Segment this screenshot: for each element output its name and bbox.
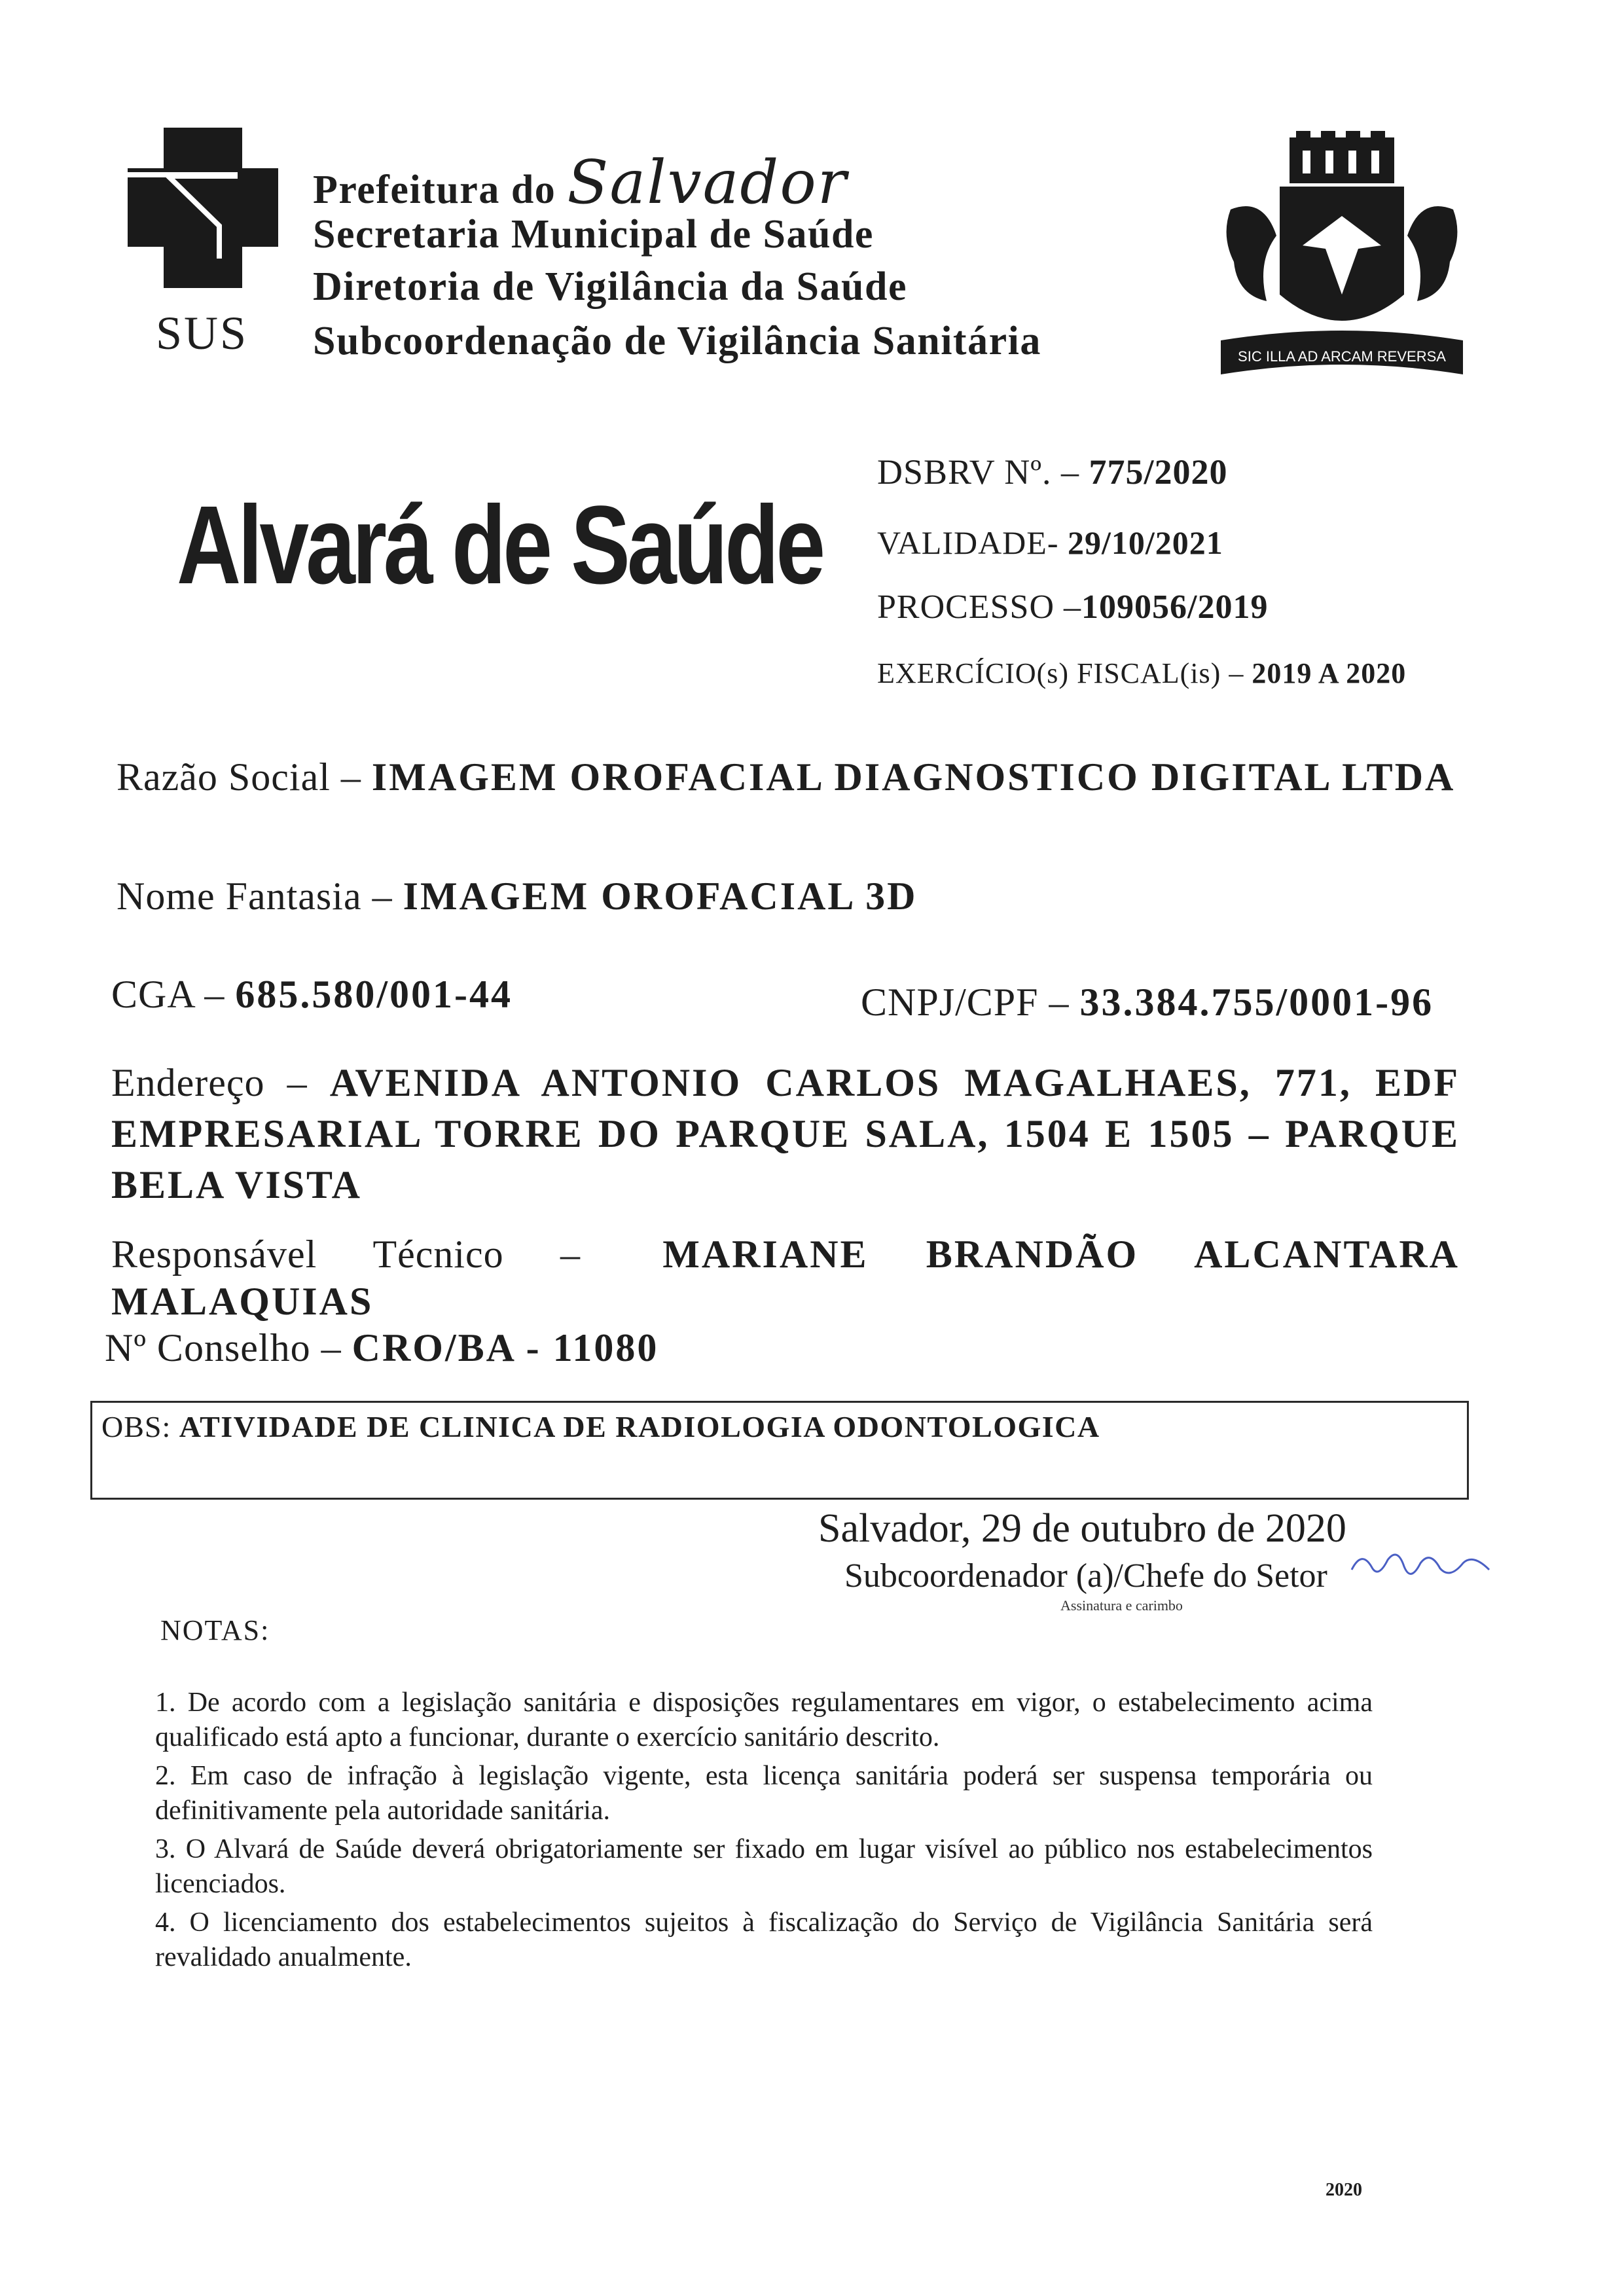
cnpj-cpf — [861, 980, 1434, 1025]
prefeitura-heading — [313, 147, 848, 217]
subcoordenacao-heading: Subcoordenação de Vigilância Sanitária — [313, 319, 1041, 363]
document-title: Alvará de Saúde — [177, 483, 823, 607]
endereco — [111, 1057, 1460, 1210]
validade-label: VALIDADE- — [877, 524, 1059, 561]
cga-value: 685.580/001-44 — [235, 973, 513, 1016]
obs-value: ATIVIDADE DE CLINICA DE RADIOLOGIA ODONTOLOGICA — [179, 1410, 1100, 1443]
conselho-label: Nº Conselho – — [105, 1326, 342, 1369]
dsbrv-number — [877, 452, 1228, 492]
conselho-value: CRO/BA - 11080 — [352, 1326, 659, 1369]
cnpj-label: CNPJ/CPF – — [861, 981, 1070, 1024]
razao-social — [117, 753, 1465, 801]
validade — [877, 524, 1223, 562]
obs-label: OBS: — [101, 1410, 171, 1443]
note-item: 4. O licenciamento dos estabelecimentos sujeitos à fiscalização do Serviço de Vigilância Sanitária será revalidado anualmente. — [155, 1907, 1373, 1972]
fantasia-value: IMAGEM OROFACIAL 3D — [403, 875, 918, 918]
stamp-hint: Assinatura e carimbo — [1060, 1597, 1183, 1614]
resp-label: Responsável Técnico — [111, 1233, 504, 1276]
signer-role: Subcoordenador (a)/Chefe do Setor — [844, 1557, 1327, 1595]
dsbrv-label: DSBRV Nº. – — [877, 452, 1080, 492]
coat-motto: SIC ILLA AD ARCAM REVERSA — [1238, 348, 1446, 365]
exercicio-value: 2019 A 2020 — [1252, 657, 1407, 689]
issue-date: Salvador, 29 de outubro de 2020 — [818, 1506, 1346, 1551]
sus-label: SUS — [156, 307, 249, 359]
footer-year: 2020 — [1326, 2180, 1362, 2200]
cga — [111, 972, 513, 1017]
processo — [877, 588, 1268, 626]
notas-title: NOTAS: — [160, 1614, 270, 1646]
responsavel-tecnico — [111, 1231, 1460, 1325]
resp-value: MARIANE BRANDÃO ALCANTARA MALAQUIAS — [111, 1233, 1460, 1323]
prefeitura-prefix: Prefeitura do — [313, 168, 556, 212]
dsbrv-value: 775/2020 — [1089, 452, 1228, 492]
cnpj-value: 33.384.755/0001-96 — [1079, 981, 1434, 1024]
nome-fantasia — [117, 874, 917, 919]
razao-value: IMAGEM OROFACIAL DIAGNOSTICO DIGITAL LTDA — [371, 755, 1456, 799]
sus-cross-logo — [128, 128, 278, 288]
note-item: 2. Em caso de infração à legislação vigente, esta licença sanitária poderá ser suspensa temporária ou definitivamente pela autoridade sanitária. — [155, 1761, 1373, 1826]
resp-separator: – — [560, 1233, 606, 1276]
endereco-value: AVENIDA ANTONIO CARLOS MAGALHAES, 771, EDF EMPRESARIAL TORRE DO PARQUE SALA, 1504 E 1505 – PARQUE BELA VISTA — [111, 1061, 1460, 1206]
numero-conselho — [105, 1326, 659, 1371]
diretoria-heading: Diretoria de Vigilância da Saúde — [313, 264, 908, 309]
processo-value: 109056/2019 — [1081, 588, 1269, 626]
obs-line — [101, 1409, 1100, 1444]
razao-label: Razão Social – — [117, 755, 361, 799]
cga-label: CGA – — [111, 973, 225, 1016]
coat-of-arms-emblem — [1218, 131, 1466, 393]
exercicio-label: EXERCÍCIO(s) FISCAL(is) – — [877, 657, 1244, 689]
prefeitura-city: Salvador — [567, 147, 848, 217]
validade-value: 29/10/2021 — [1067, 524, 1223, 561]
processo-label: PROCESSO – — [877, 588, 1081, 626]
fantasia-label: Nome Fantasia – — [117, 875, 393, 918]
notes-list — [155, 1686, 1373, 1979]
note-item: 1. De acordo com a legislação sanitária e disposições regulamentares em vigor, o estabelecimento acima qualificado está apto a funcionar, durante o exercício sanitário descrito. — [155, 1688, 1373, 1752]
endereco-label: Endereço – — [111, 1061, 308, 1104]
secretaria-heading: Secretaria Municipal de Saúde — [313, 212, 874, 257]
exercicio-fiscal — [877, 657, 1406, 690]
handwritten-signature-icon — [1348, 1544, 1492, 1589]
note-item: 3. O Alvará de Saúde deverá obrigatoriamente ser fixado em lugar visível ao público nos estabelecimentos licenciados. — [155, 1834, 1373, 1899]
